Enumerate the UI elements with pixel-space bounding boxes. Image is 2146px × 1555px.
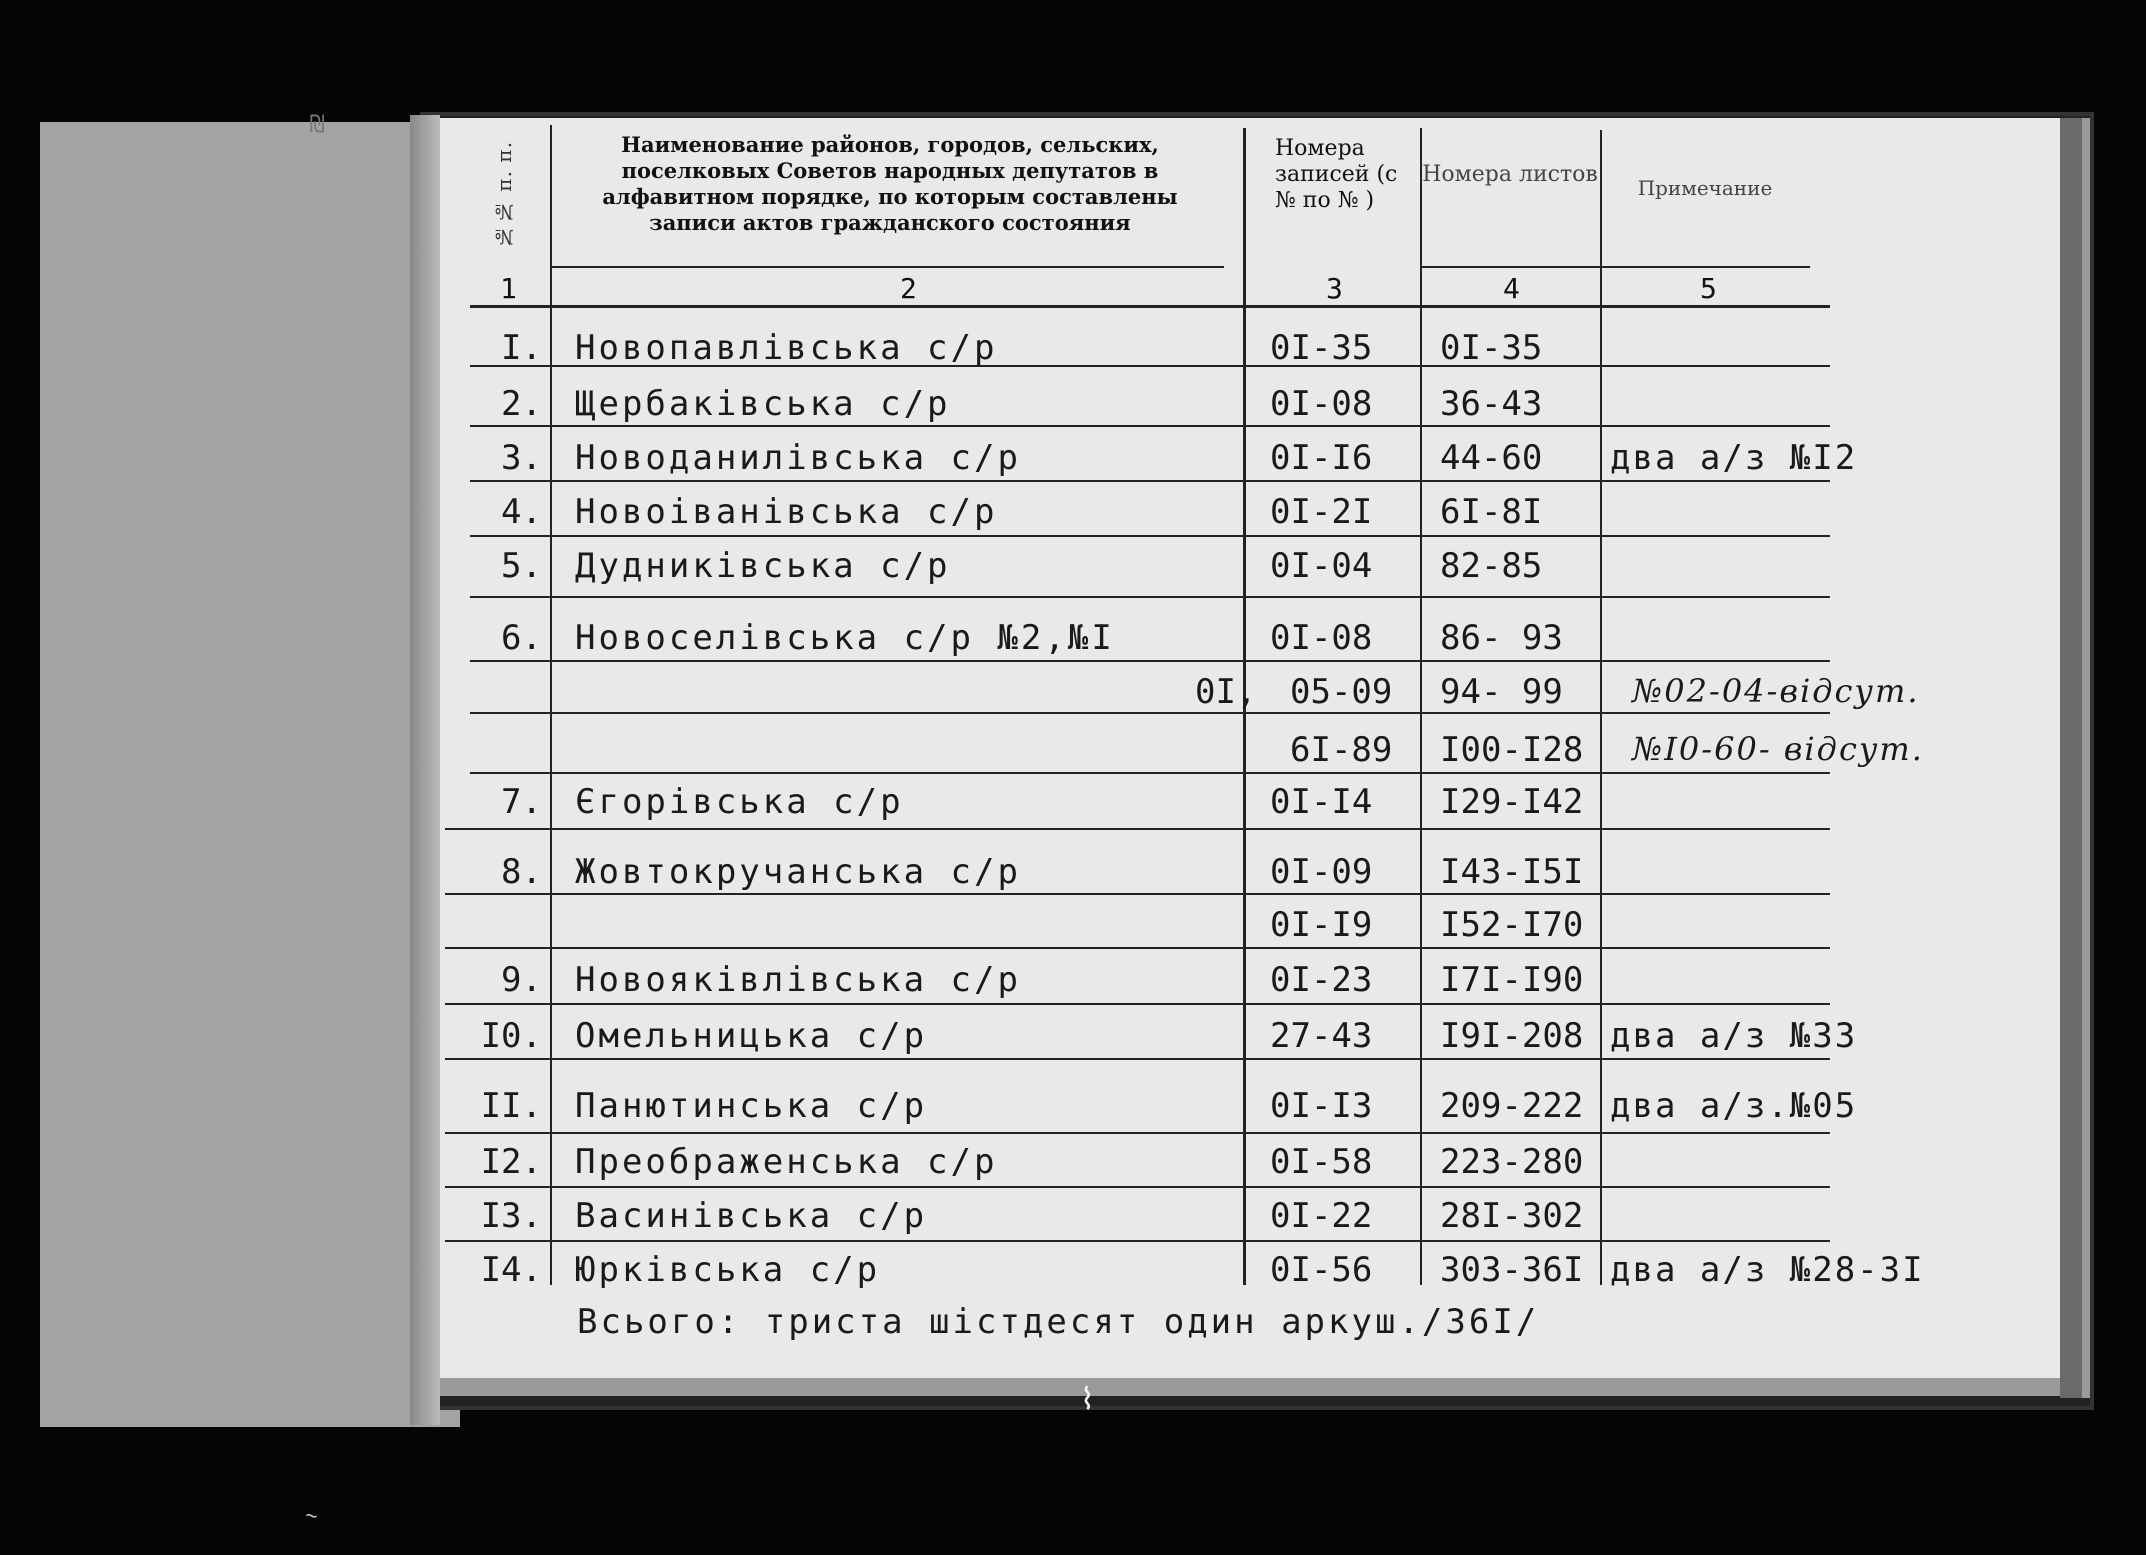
total-line: Всього: триста шістдесят один аркуш./36I/ [577, 1302, 1540, 1342]
row-7-name: Єгорівська с/р [575, 782, 904, 822]
row-6b-note: №I0-60- відсут. [1632, 730, 1924, 768]
row-rule [470, 596, 1830, 598]
row-8-name: Жовтокручанська с/р [575, 852, 1021, 892]
vline-col1 [550, 125, 552, 1285]
row-10-note: два а/з №33 [1610, 1016, 1858, 1056]
row-11-name: Панютинська с/р [575, 1086, 928, 1126]
row-6-name: Новоселівська с/р №2,№I [575, 618, 1115, 658]
row-7-sheets: I29-I42 [1440, 782, 1584, 822]
row-4-records: 0I-2I [1270, 492, 1373, 532]
row-6b-sheets: I00-I28 [1440, 730, 1584, 770]
row-8a-records: 0I-I9 [1270, 905, 1373, 945]
row-12-sheets: 223-280 [1440, 1142, 1584, 1182]
row-14-records: 0I-56 [1270, 1250, 1373, 1290]
row-4-name: Новоіванівська с/р [575, 492, 998, 532]
row-13-records: 0I-22 [1270, 1196, 1373, 1236]
row-1-name: Новопавлівська с/р [575, 328, 998, 368]
vline-col3 [1420, 128, 1422, 1285]
header-col2: Наименование районов, городов, сельских, поселковых Советов народных депутатов в алфавитном порядке, по которым составлены записи актов гражданского состояния [602, 132, 1178, 235]
row-10-name: Омельницька с/р [575, 1016, 928, 1056]
row-1-sheets: 0I-35 [1440, 328, 1543, 368]
row-rule [445, 1186, 1830, 1188]
header-col5: Примечание [1637, 176, 1773, 200]
left-page-stamp-mark: ₪ [310, 110, 325, 138]
row-8-number: 8. [501, 852, 542, 892]
row-9-records: 0I-23 [1270, 960, 1373, 1000]
row-1-records: 0I-35 [1270, 328, 1373, 368]
row-rule [470, 425, 1830, 427]
column-number-2: 2 [900, 272, 917, 305]
row-9-name: Новояківлівська с/р [575, 960, 1021, 1000]
row-rule [445, 1240, 1830, 1242]
vline-col4 [1600, 130, 1602, 1285]
row-5-records: 0I-04 [1270, 546, 1373, 586]
row-6-records: 0I-08 [1270, 618, 1373, 658]
page-bottom-edge [440, 1378, 2070, 1396]
row-5-name: Дудниківська с/р [575, 546, 951, 586]
row-14-sheets: 303-36I [1440, 1250, 1584, 1290]
binding-shadow [410, 115, 440, 1425]
row-1-number: I. [501, 328, 542, 368]
row-rule [445, 893, 1830, 895]
row-2-number: 2. [501, 384, 542, 424]
row-9-number: 9. [501, 960, 542, 1000]
row-12-name: Преображенська с/р [575, 1142, 998, 1182]
row-13-sheets: 28I-302 [1440, 1196, 1584, 1236]
row-13-number: I3. [480, 1196, 542, 1236]
bottom-scratch-mark: ~ [303, 1502, 320, 1528]
row-2-sheets: 36-43 [1440, 384, 1543, 424]
row-3-records: 0I-I6 [1270, 438, 1373, 478]
row-11-note: два а/з.№05 [1610, 1086, 1858, 1126]
row-rule [445, 1003, 1830, 1005]
row-2-records: 0I-08 [1270, 384, 1373, 424]
row-14-note: два а/з №28-3I [1610, 1250, 1925, 1290]
row-12-records: 0I-58 [1270, 1142, 1373, 1182]
row-8-records: 0I-09 [1270, 852, 1373, 892]
row-6-sheets: 86- 93 [1440, 618, 1563, 658]
cover-right-edge [2082, 118, 2090, 1398]
row-3-number: 3. [501, 438, 542, 478]
row-6a-sheets: 94- 99 [1440, 672, 1563, 712]
header-col3: Номера записей (с № по № ) [1275, 136, 1398, 213]
header-rule-col2 [552, 266, 1224, 268]
row-rule [470, 660, 1830, 662]
row-rule [470, 535, 1830, 537]
row-7-number: 7. [501, 782, 542, 822]
row-rule [445, 1058, 1830, 1060]
column-number-4: 4 [1503, 272, 1520, 305]
row-3-sheets: 44-60 [1440, 438, 1543, 478]
column-number-5: 5 [1700, 272, 1717, 305]
row-4-sheets: 6I-8I [1440, 492, 1543, 532]
row-8a-sheets: I52-I70 [1440, 905, 1584, 945]
row-rule [445, 947, 1830, 949]
header-rule-col4 [1422, 266, 1600, 268]
row-rule [445, 1132, 1830, 1134]
column-number-3: 3 [1326, 272, 1343, 305]
header-bottom-rule [470, 305, 1830, 308]
row-2-name: Щербаківська с/р [575, 384, 951, 424]
page-right-edge [2060, 118, 2082, 1398]
header-col4: Номера листов [1422, 162, 1598, 187]
row-rule [445, 828, 1830, 830]
row-11-records: 0I-I3 [1270, 1086, 1373, 1126]
row-12-number: I2. [480, 1142, 542, 1182]
row-6a-note: №02-04-відсут. [1632, 672, 1920, 710]
left-page [40, 122, 460, 1427]
row-7-records: 0I-I4 [1270, 782, 1373, 822]
row-9-sheets: I7I-I90 [1440, 960, 1584, 1000]
row-8-sheets: I43-I5I [1440, 852, 1584, 892]
row-14-number: I4. [480, 1250, 542, 1290]
row-4-number: 4. [501, 492, 542, 532]
row-6a-records-prefix: 0I, [1195, 672, 1257, 712]
row-10-number: I0. [480, 1016, 542, 1056]
row-10-records: 27-43 [1270, 1016, 1373, 1056]
row-3-note: два а/з №I2 [1610, 438, 1858, 478]
row-6a-records: 05-09 [1290, 672, 1393, 712]
row-rule [470, 772, 1830, 774]
header-col1: №№ п. п. [492, 140, 516, 250]
paper-tear-mark: ⌇ [1080, 1382, 1095, 1417]
row-rule [470, 480, 1830, 482]
row-6-number: 6. [501, 618, 542, 658]
row-14-name: Юрківська с/р [575, 1250, 881, 1290]
row-13-name: Васинівська с/р [575, 1196, 928, 1236]
row-5-number: 5. [501, 546, 542, 586]
row-10-sheets: I9I-208 [1440, 1016, 1584, 1056]
column-number-1: 1 [500, 272, 517, 305]
row-6b-records: 6I-89 [1290, 730, 1393, 770]
row-11-number: II. [480, 1086, 542, 1126]
header-rule-col5 [1602, 266, 1810, 268]
row-3-name: Новоданилівська с/р [575, 438, 1021, 478]
row-rule [470, 712, 1830, 714]
row-11-sheets: 209-222 [1440, 1086, 1584, 1126]
row-5-sheets: 82-85 [1440, 546, 1543, 586]
